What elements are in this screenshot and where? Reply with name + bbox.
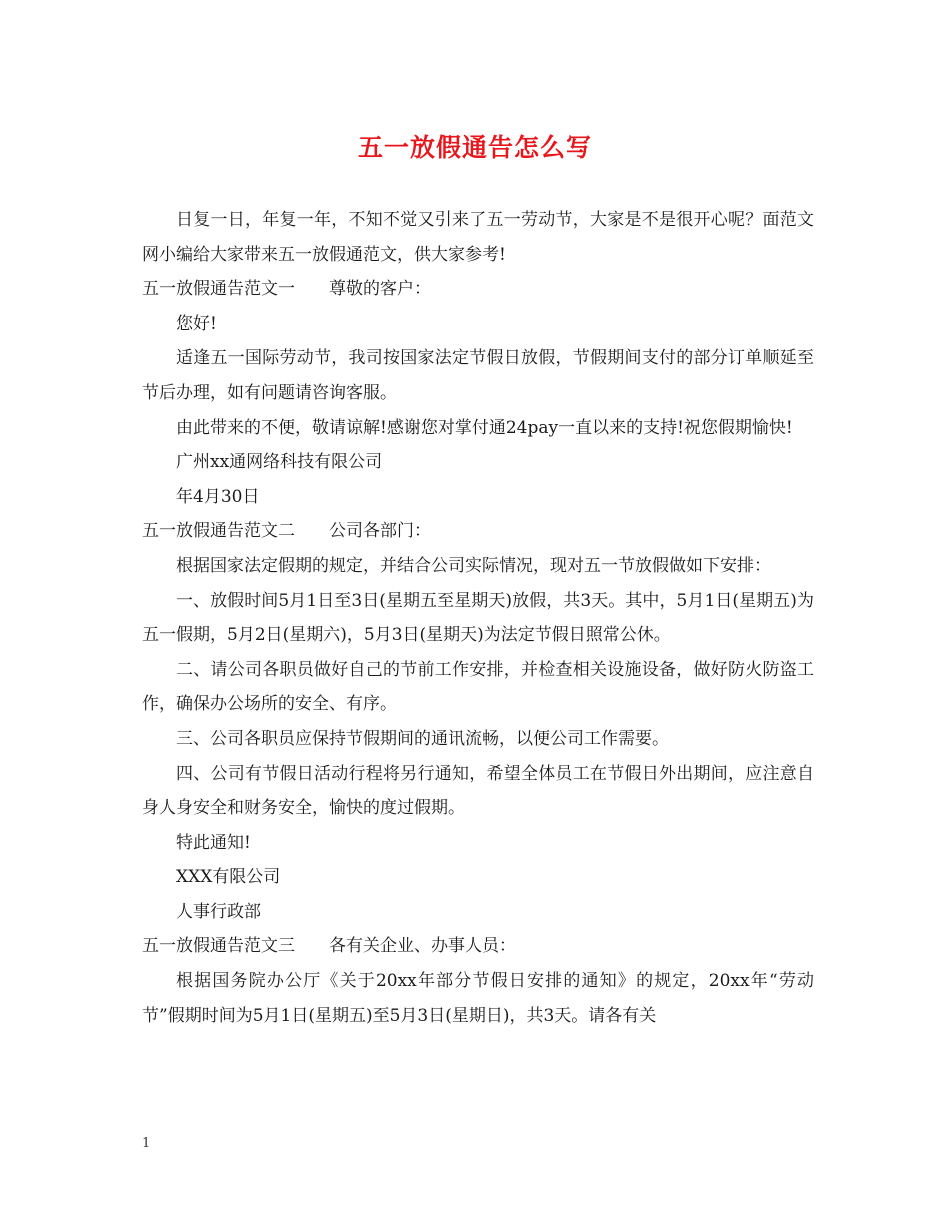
sample1-greeting: 您好! (176, 313, 217, 334)
sample2-item-3: 三、公司各职员应保持节假期间的通讯流畅，以便公司工作需要。 (176, 728, 669, 749)
sample1-paragraph-2: 由此带来的不便，敬请谅解!感谢您对掌付通24pay一直以来的支持!祝您假期愉快! (176, 417, 793, 438)
sample2-item-4: 四、公司有节假日活动行程将另行通知，希望全体员工在节假日外出期间，应注意自身人身安全和财务安全，愉快的度过假期。 (142, 763, 814, 819)
sample1-paragraph-1: 适逢五一国际劳动节，我司按国家法定节假日放假，节假期间支付的部分订单顺延至节后办理，如有问题请咨询客服。 (142, 348, 814, 403)
sample3-heading-line (142, 929, 814, 964)
sample3-salutation: 各有关企业、办事人员： (329, 936, 516, 957)
sample1-heading-line (142, 272, 814, 307)
sample1-company: 广州xx通网络科技有限公司 (176, 452, 383, 473)
document-body (142, 203, 814, 1033)
sample3-paragraph-1: 根据国务院办公厅《关于20xx年部分节假日安排的通知》的规定，20xx年“劳动节”假期时间为5月1日(星期五)至5月3日(星期日)，共3天。请各有关 (142, 971, 814, 1026)
sample2-closing: 特此通知! (176, 832, 251, 853)
sample2-item-1: 一、放假时间5月1日至3日(星期五至星期天)放假，共3天。其中，5月1日(星期五)为五一假期，5月2日(星期六)，5月3日(星期天)为法定节假日照常公休。 (142, 590, 814, 646)
sample2-heading-line (142, 514, 814, 549)
sample2-heading: 五一放假通告范文二 (142, 521, 295, 542)
sample3-heading: 五一放假通告范文三 (142, 936, 295, 957)
sample1-date: 年4月30日 (176, 486, 260, 507)
sample2-salutation: 公司各部门： (329, 521, 431, 542)
sample2-paragraph-1: 根据国家法定假期的规定，并结合公司实际情况，现对五一节放假做如下安排： (176, 555, 771, 576)
sample2-department: 人事行政部 (176, 901, 261, 922)
document-title: 五一放假通告怎么写 (357, 133, 592, 162)
sample1-salutation: 尊敬的客户： (329, 279, 431, 300)
intro-paragraph: 日复一日，年复一年，不知不觉又引来了五一劳动节，大家是不是很开心呢？面范文网小编给大家带来五一放假通范文，供大家参考! (142, 210, 814, 265)
sample2-company: XXX有限公司 (176, 867, 281, 888)
sample1-heading: 五一放假通告范文一 (142, 279, 295, 300)
sample2-item-2: 二、请公司各职员做好自己的节前工作安排，并检查相关设施设备，做好防火防盗工作，确保办公场所的安全、有序。 (142, 659, 814, 715)
page-number: 1 (142, 1136, 151, 1151)
